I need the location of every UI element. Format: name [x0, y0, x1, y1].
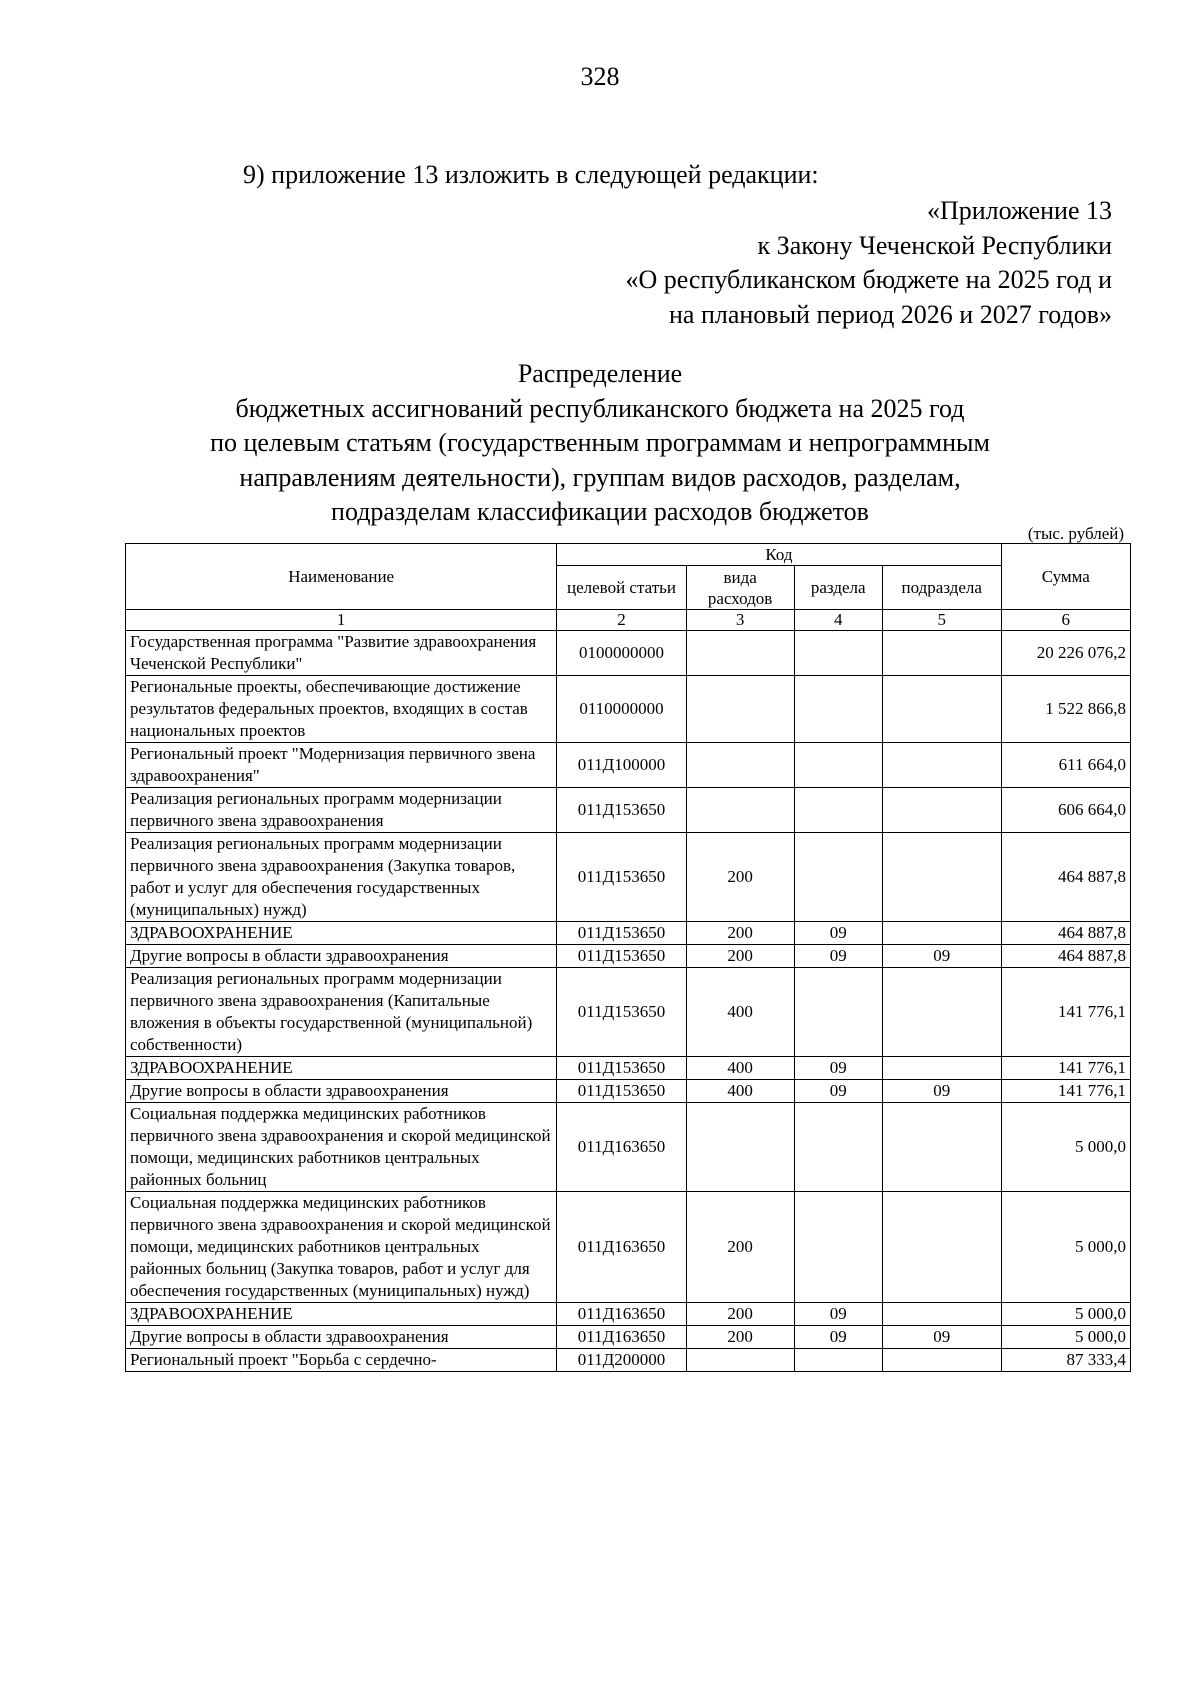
units-label: (тыс. рублей): [1027, 524, 1124, 543]
table-row: [126, 1192, 1131, 1303]
row-subsection: [882, 968, 1001, 1057]
row-name: Реализация региональных программ модернизации первичного звена здравоохранения: [126, 788, 557, 833]
row-sum: 5 000,0: [1001, 1326, 1130, 1349]
header-target: целевой статьи: [557, 566, 686, 610]
row-subsection: [882, 743, 1001, 788]
row-expense-type: 400: [686, 1080, 794, 1103]
row-section: [794, 788, 882, 833]
row-expense-type: [686, 1349, 794, 1372]
row-target-code: 011Д153650: [557, 922, 686, 945]
row-sum: 464 887,8: [1001, 922, 1130, 945]
table-row: [126, 968, 1131, 1057]
header-row: [126, 544, 1131, 566]
row-section: [794, 743, 882, 788]
column-number-row: [126, 610, 1131, 631]
table-row: [126, 945, 1131, 968]
row-expense-type: 200: [686, 1303, 794, 1326]
row-subsection: 09: [882, 945, 1001, 968]
row-sum: 20 226 076,2: [1001, 631, 1130, 676]
row-target-code: 011Д163650: [557, 1326, 686, 1349]
row-subsection: [882, 1103, 1001, 1192]
row-name: Региональный проект "Модернизация первичного звена здравоохранения": [126, 743, 557, 788]
row-subsection: [882, 1349, 1001, 1372]
row-name: Реализация региональных программ модернизации первичного звена здравоохранения (Закупка товаров, работ и услуг для обеспечения государственных (муниципальных) нужд): [126, 833, 557, 922]
row-section: 09: [794, 1080, 882, 1103]
row-target-code: 011Д153650: [557, 945, 686, 968]
row-section: [794, 676, 882, 743]
table-row: [126, 1080, 1131, 1103]
row-name: ЗДРАВООХРАНЕНИЕ: [126, 922, 557, 945]
table-row: [126, 1349, 1131, 1372]
title-line: Распределение: [517, 359, 683, 388]
row-subsection: [882, 676, 1001, 743]
header-sum: Сумма: [1001, 544, 1130, 610]
table-row: [126, 922, 1131, 945]
row-section: 09: [794, 945, 882, 968]
budget-table: [125, 543, 1131, 1372]
title-line: подразделам классификации расходов бюджетов: [331, 497, 869, 526]
header-expense-type: вида расходов: [686, 566, 794, 610]
appendix-header: [625, 194, 1112, 332]
table-row: [126, 1103, 1131, 1192]
row-subsection: [882, 1192, 1001, 1303]
row-sum: 5 000,0: [1001, 1303, 1130, 1326]
row-expense-type: 400: [686, 1057, 794, 1080]
header-subsection: подраздела: [882, 566, 1001, 610]
row-sum: 606 664,0: [1001, 788, 1130, 833]
document-title: [0, 357, 1200, 530]
row-expense-type: 200: [686, 1192, 794, 1303]
header-code: Код: [557, 544, 1001, 566]
row-section: [794, 1349, 882, 1372]
row-sum: 5 000,0: [1001, 1103, 1130, 1192]
row-section: 09: [794, 1326, 882, 1349]
row-sum: 464 887,8: [1001, 833, 1130, 922]
row-sum: 611 664,0: [1001, 743, 1130, 788]
row-expense-type: 200: [686, 922, 794, 945]
row-name: Социальная поддержка медицинских работников первичного звена здравоохранения и скорой медицинской помощи, медицинских работников центральных районных больниц: [126, 1103, 557, 1192]
column-number: 6: [1001, 610, 1130, 631]
row-subsection: [882, 833, 1001, 922]
row-name: Региональный проект "Борьба с сердечно-: [126, 1349, 557, 1372]
row-section: 09: [794, 1303, 882, 1326]
title-line: по целевым статьям (государственным программам и непрограммным: [210, 428, 990, 457]
row-target-code: 011Д153650: [557, 968, 686, 1057]
row-sum: 141 776,1: [1001, 1057, 1130, 1080]
row-expense-type: [686, 788, 794, 833]
table-row: [126, 788, 1131, 833]
row-target-code: 011Д100000: [557, 743, 686, 788]
header-section: раздела: [794, 566, 882, 610]
row-target-code: 011Д200000: [557, 1349, 686, 1372]
row-subsection: 09: [882, 1326, 1001, 1349]
row-expense-type: 200: [686, 833, 794, 922]
row-sum: 141 776,1: [1001, 968, 1130, 1057]
row-name: Государственная программа "Развитие здравоохранения Чеченской Республики": [126, 631, 557, 676]
row-subsection: [882, 788, 1001, 833]
row-sum: 87 333,4: [1001, 1349, 1130, 1372]
table-row: [126, 1303, 1131, 1326]
row-target-code: 011Д153650: [557, 1080, 686, 1103]
row-name: Социальная поддержка медицинских работников первичного звена здравоохранения и скорой медицинской помощи, медицинских работников центральных районных больниц (Закупка товаров, работ и услуг для обеспечения государственных (муниципальных) нужд): [126, 1192, 557, 1303]
row-sum: 5 000,0: [1001, 1192, 1130, 1303]
row-target-code: 011Д153650: [557, 833, 686, 922]
table-row: [126, 1057, 1131, 1080]
row-expense-type: [686, 1103, 794, 1192]
row-name: Реализация региональных программ модернизации первичного звена здравоохранения (Капитальные вложения в объекты государственной (муниципальной) собственности): [126, 968, 557, 1057]
row-target-code: 011Д163650: [557, 1103, 686, 1192]
row-target-code: 011Д153650: [557, 1057, 686, 1080]
row-subsection: [882, 1303, 1001, 1326]
row-expense-type: 200: [686, 945, 794, 968]
row-sum: 1 522 866,8: [1001, 676, 1130, 743]
row-expense-type: [686, 743, 794, 788]
row-subsection: [882, 631, 1001, 676]
row-name: Другие вопросы в области здравоохранения: [126, 1080, 557, 1103]
row-section: 09: [794, 922, 882, 945]
row-expense-type: [686, 631, 794, 676]
row-name: ЗДРАВООХРАНЕНИЕ: [126, 1303, 557, 1326]
table-row: [126, 676, 1131, 743]
row-name: Региональные проекты, обеспечивающие достижение результатов федеральных проектов, входящих в состав национальных проектов: [126, 676, 557, 743]
column-number: 4: [794, 610, 882, 631]
row-target-code: 011Д163650: [557, 1192, 686, 1303]
row-expense-type: 400: [686, 968, 794, 1057]
row-name: Другие вопросы в области здравоохранения: [126, 1326, 557, 1349]
row-section: [794, 1103, 882, 1192]
row-target-code: 011Д153650: [557, 788, 686, 833]
title-line: бюджетных ассигнований республиканского бюджета на 2025 год: [235, 393, 965, 423]
row-section: [794, 833, 882, 922]
row-section: [794, 631, 882, 676]
row-target-code: 011Д163650: [557, 1303, 686, 1326]
row-section: [794, 1192, 882, 1303]
row-target-code: 0100000000: [557, 631, 686, 676]
page-number: 328: [580, 62, 620, 91]
row-expense-type: [686, 676, 794, 743]
row-name: Другие вопросы в области здравоохранения: [126, 945, 557, 968]
row-target-code: 0110000000: [557, 676, 686, 743]
row-subsection: [882, 1057, 1001, 1080]
row-sum: 464 887,8: [1001, 945, 1130, 968]
column-number: 2: [557, 610, 686, 631]
appendix-line: к Закону Чеченской Республики: [757, 230, 1112, 260]
column-number: 1: [126, 610, 557, 631]
row-subsection: 09: [882, 1080, 1001, 1103]
row-sum: 141 776,1: [1001, 1080, 1130, 1103]
intro-text: 9) приложение 13 изложить в следующей редакции:: [243, 160, 819, 189]
appendix-line: на плановый период 2026 и 2027 годов»: [669, 299, 1112, 329]
table-row: [126, 1326, 1131, 1349]
title-line: направлениям деятельности), группам видов расходов, разделам,: [239, 462, 961, 492]
column-number: 5: [882, 610, 1001, 631]
appendix-line: «О республиканском бюджете на 2025 год и: [625, 265, 1112, 294]
column-number: 3: [686, 610, 794, 631]
table-row: [126, 743, 1131, 788]
header-name: Наименование: [126, 544, 557, 610]
appendix-line: «Приложение 13: [926, 196, 1112, 225]
row-section: 09: [794, 1057, 882, 1080]
table-row: [126, 631, 1131, 676]
row-name: ЗДРАВООХРАНЕНИЕ: [126, 1057, 557, 1080]
row-subsection: [882, 922, 1001, 945]
row-section: [794, 968, 882, 1057]
row-expense-type: 200: [686, 1326, 794, 1349]
table-row: [126, 833, 1131, 922]
